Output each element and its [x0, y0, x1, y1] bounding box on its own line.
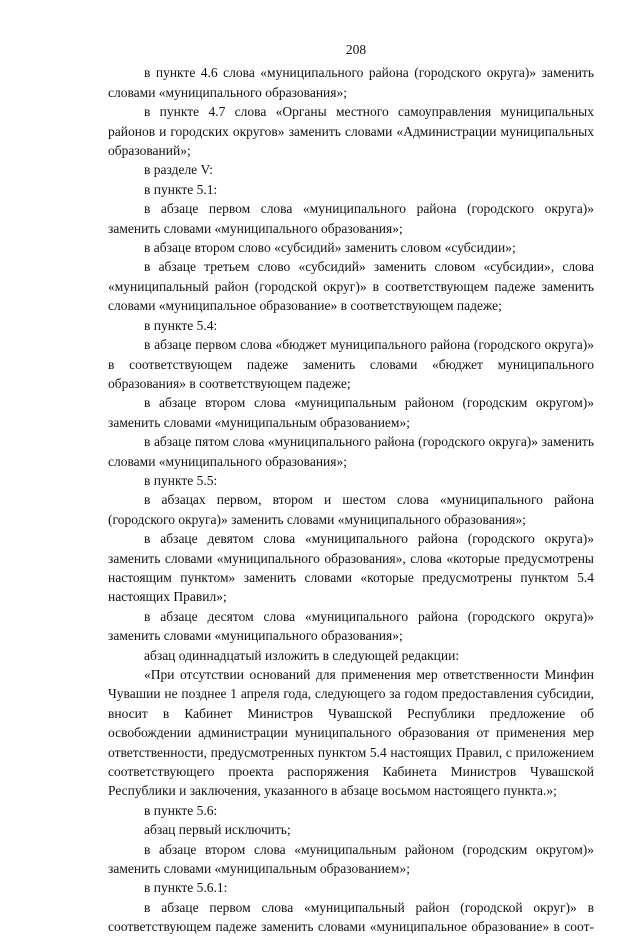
page-number: 208: [345, 42, 367, 57]
paragraph: в пункте 5.1:: [144, 181, 218, 197]
paragraph: в абзаце первом слова «муниципального района (городского округа)» заменить словами «муниципального образования»;: [108, 201, 594, 236]
paragraph: в абзаце первом слова «муниципальный район (городской округ)» в соответствующем падеже заменить словами «муниципальное образование» в соот-: [108, 899, 594, 935]
paragraph: в абзацах первом, втором и шестом слова «муниципального района (городского округа)» заменить словами «муниципального образования»;: [108, 492, 594, 527]
paragraph: в пункте 4.6 слова «муниципального района (городского округа)» заменить словами «муниципального образования»;: [108, 65, 594, 100]
paragraph: в абзаце пятом слова «муниципального района (городского округа)» заменить словами «муниципального образования»;: [108, 434, 594, 469]
paragraph: абзац одиннадцатый изложить в следующей редакции:: [144, 647, 460, 663]
paragraph: в абзаце первом слова «бюджет муниципального района (городского округа)» в соответствующем падеже заменить словами «бюджет муниципального образования» в соответствующем падеже;: [108, 337, 594, 391]
paragraph: в пункте 5.5:: [144, 472, 218, 488]
paragraph: в пункте 5.4:: [144, 317, 218, 333]
paragraph: в абзаце втором слово «субсидий» заменить словом «субсидии»;: [144, 240, 516, 256]
paragraph: в пункте 4.7 слова «Органы местного самоуправления муниципальных районов и городских округов» заменить словами «Администрации муниципальных образований»;: [108, 104, 594, 159]
paragraph: абзац первый исключить;: [144, 822, 291, 838]
paragraph: в абзаце девятом слова «муниципального района (городского округа)» заменить словами «муниципального образования», слова «которые предусмотрены настоящим пунктом» заменить словами «которые предусмотрены пунктом 5.4 настоящих Правил»;: [108, 531, 594, 605]
document-body: [108, 63, 594, 936]
paragraph: в абзаце втором слова «муниципальным районом (городским округом)» заменить словами «муниципальным образованием»;: [108, 395, 594, 430]
paragraph: в абзаце втором слова «муниципальным районом (городским округом)» заменить словами «муниципальным образованием»;: [108, 841, 594, 877]
paragraph: в абзаце третьем слово «субсидий» заменить словом «субсидии», слова «муниципальный район (городской округ)» в соответствующем падеже заменить словами «муниципальное образование» в соответствующем падеже;: [108, 259, 594, 314]
document-page: [108, 40, 594, 937]
quoted-paragraph: «При отсутствии оснований для применения мер ответственности Минфин Чувашии не позднее 1 апреля года, следующего за годом предоставления субсидии, вносит в Кабинет Министров Чувашской Республики предложение об освобождении администрации муниципального образования от применения мер ответственности, предусмотренных пунктом 5.4 настоящих Правил, с приложением соответствующего проекта распоряжения Кабинета Министров Чувашской Республики и заключения, указанного в абзаце восьмом настоящего пункта.»;: [108, 667, 594, 799]
paragraph: в абзаце десятом слова «муниципального района (городского округа)» заменить словами «муниципального образования»;: [108, 608, 594, 644]
paragraph: в пункте 5.6.1:: [144, 880, 228, 896]
paragraph: в разделе V:: [144, 162, 214, 178]
paragraph: в пункте 5.6:: [144, 802, 218, 818]
